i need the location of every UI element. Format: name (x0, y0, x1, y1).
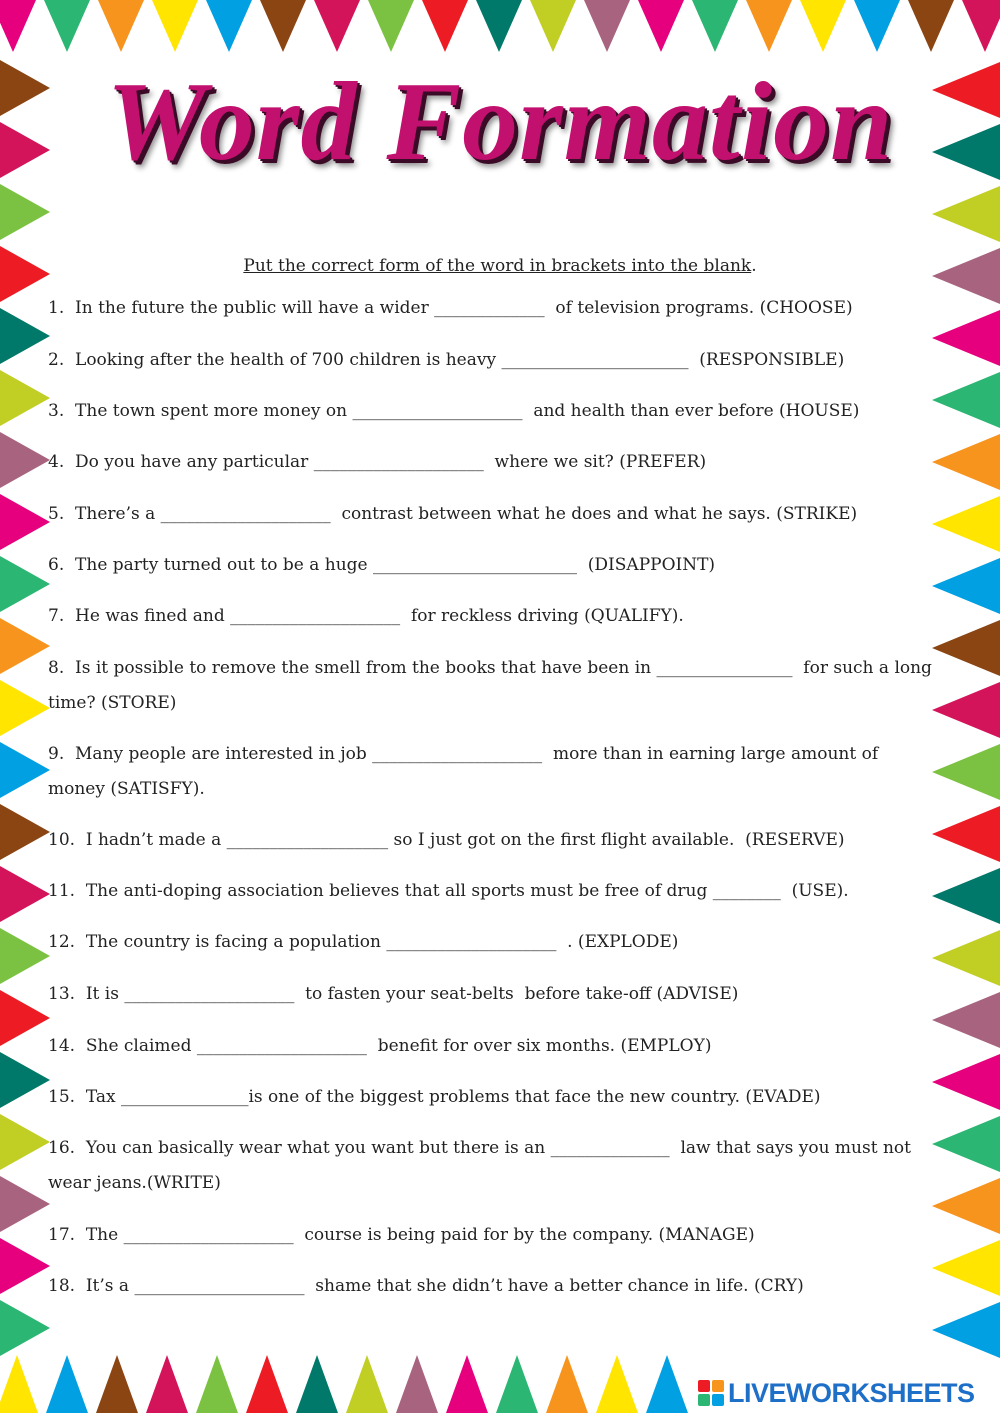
liveworksheets-logo[interactable] (698, 1376, 975, 1410)
pennant-flag (932, 124, 1000, 180)
pennant-flag (0, 1176, 50, 1232)
pennant-flag (800, 0, 846, 52)
pennant-flag (0, 308, 50, 364)
pennant-flag (932, 1054, 1000, 1110)
pennant-flag (746, 0, 792, 52)
pennant-flag (146, 1355, 188, 1413)
pennant-flag (932, 992, 1000, 1048)
liveworksheets-logo-icon (698, 1380, 724, 1406)
pennant-flag (932, 62, 1000, 118)
pennant-flag (0, 804, 50, 860)
pennant-flag (584, 0, 630, 52)
question-11: 11. The anti-doping association believes that all sports must be free of drug ________ (USE). (48, 881, 849, 901)
pennant-flag (96, 1355, 138, 1413)
question-5: 5. There’s a ____________________ contrast between what he does and what he says. (STRIKE) (48, 504, 858, 524)
question-13: 13. It is ____________________ to fasten your seat-belts before take-off (ADVISE) (48, 984, 739, 1004)
pennant-flag (368, 0, 414, 52)
pennant-flag (98, 0, 144, 52)
pennant-flag (932, 186, 1000, 242)
pennant-flag (0, 0, 36, 52)
question-6: 6. The party turned out to be a huge ________________________ (DISAPPOINT) (48, 555, 716, 575)
question-10: 10. I hadn’t made a ___________________ so I just got on the first flight available. (RESERVE) (48, 830, 845, 850)
pennant-flag (46, 1355, 88, 1413)
pennant-flag (932, 868, 1000, 924)
pennant-flag (0, 680, 50, 736)
pennant-flag (546, 1355, 588, 1413)
pennant-flag (0, 122, 50, 178)
question-2: 2. Looking after the health of 700 children is heavy ______________________ (RESPONSIBLE) (48, 350, 845, 370)
pennant-flag (932, 1240, 1000, 1296)
pennant-flag (932, 310, 1000, 366)
pennant-flag (0, 60, 50, 116)
question-17: 17. The ____________________ course is being paid for by the company. (MANAGE) (48, 1225, 755, 1245)
instruction-text: Put the correct form of the word in brackets into the blank (243, 256, 752, 276)
pennant-flag (0, 184, 50, 240)
question-1: 1. In the future the public will have a wider _____________ of television programs. (CHOOSE) (48, 298, 853, 318)
pennant-flag (0, 556, 50, 612)
pennant-flag (932, 434, 1000, 490)
pennant-flag (44, 0, 90, 52)
pennant-flag (0, 432, 50, 488)
pennant-flag (346, 1355, 388, 1413)
question-12: 12. The country is facing a population ____________________ . (EXPLODE) (48, 932, 679, 952)
pennant-flag (206, 0, 252, 52)
pennant-flag (314, 0, 360, 52)
pennant-flag (422, 0, 468, 52)
pennant-flag (396, 1355, 438, 1413)
question-18: 18. It’s a ____________________ shame that she didn’t have a better chance in life. (CRY) (48, 1276, 804, 1296)
pennant-flag (932, 744, 1000, 800)
pennant-flag (0, 1300, 50, 1356)
instruction-line (0, 256, 1000, 276)
pennant-flag (0, 866, 50, 922)
pennant-flag (260, 0, 306, 52)
pennant-flag (0, 494, 50, 550)
pennant-flag (932, 558, 1000, 614)
pennant-flag (908, 0, 954, 52)
pennant-flag (0, 742, 50, 798)
pennant-flag (596, 1355, 638, 1413)
logo-text: LIVEWORKSHEETS (728, 1377, 975, 1408)
pennant-flag (932, 682, 1000, 738)
pennant-flag (0, 370, 50, 426)
question-8: 8. Is it possible to remove the smell from the books that have been in ________________ for such a long time? (STORE) (48, 658, 938, 713)
pennant-flag (296, 1355, 338, 1413)
worksheet-title: Word Formation (106, 60, 894, 184)
pennant-flag (932, 1178, 1000, 1234)
pennant-flag (476, 0, 522, 52)
question-16: 16. You can basically wear what you want but there is an ______________ law that says you must not wear jeans.(WRITE) (48, 1138, 917, 1193)
pennant-flag (932, 1116, 1000, 1172)
pennant-flag (932, 496, 1000, 552)
pennant-flag (496, 1355, 538, 1413)
pennant-flag (0, 1355, 38, 1413)
pennant-flag (0, 1238, 50, 1294)
pennant-flag (246, 1355, 288, 1413)
pennant-flag (932, 1302, 1000, 1358)
pennant-flag (932, 930, 1000, 986)
pennant-flag (530, 0, 576, 52)
pennant-flag (646, 1355, 688, 1413)
pennant-flag (0, 618, 50, 674)
question-9: 9. Many people are interested in job ____________________ more than in earning large amount of money (SATISFY). (48, 744, 884, 799)
question-4: 4. Do you have any particular ____________________ where we sit? (PREFER) (48, 452, 707, 472)
pennant-flag (152, 0, 198, 52)
pennant-flag (446, 1355, 488, 1413)
pennant-flag (0, 990, 50, 1046)
pennant-flag (0, 1052, 50, 1108)
pennant-flag (932, 806, 1000, 862)
instruction-period: . (751, 256, 757, 276)
pennant-flag (0, 1114, 50, 1170)
question-7: 7. He was fined and ____________________ for reckless driving (QUALIFY). (48, 606, 684, 626)
pennant-flag (638, 0, 684, 52)
pennant-flag (932, 620, 1000, 676)
pennant-flag (962, 0, 1000, 52)
pennant-flag (692, 0, 738, 52)
pennant-flag (0, 928, 50, 984)
question-14: 14. She claimed ____________________ benefit for over six months. (EMPLOY) (48, 1036, 712, 1056)
pennant-flag (196, 1355, 238, 1413)
pennant-flag (932, 372, 1000, 428)
pennant-flag (854, 0, 900, 52)
question-3: 3. The town spent more money on ____________________ and health than ever before (HOUSE) (48, 401, 860, 421)
question-15: 15. Tax _______________is one of the biggest problems that face the new country. (EVADE) (48, 1087, 821, 1107)
